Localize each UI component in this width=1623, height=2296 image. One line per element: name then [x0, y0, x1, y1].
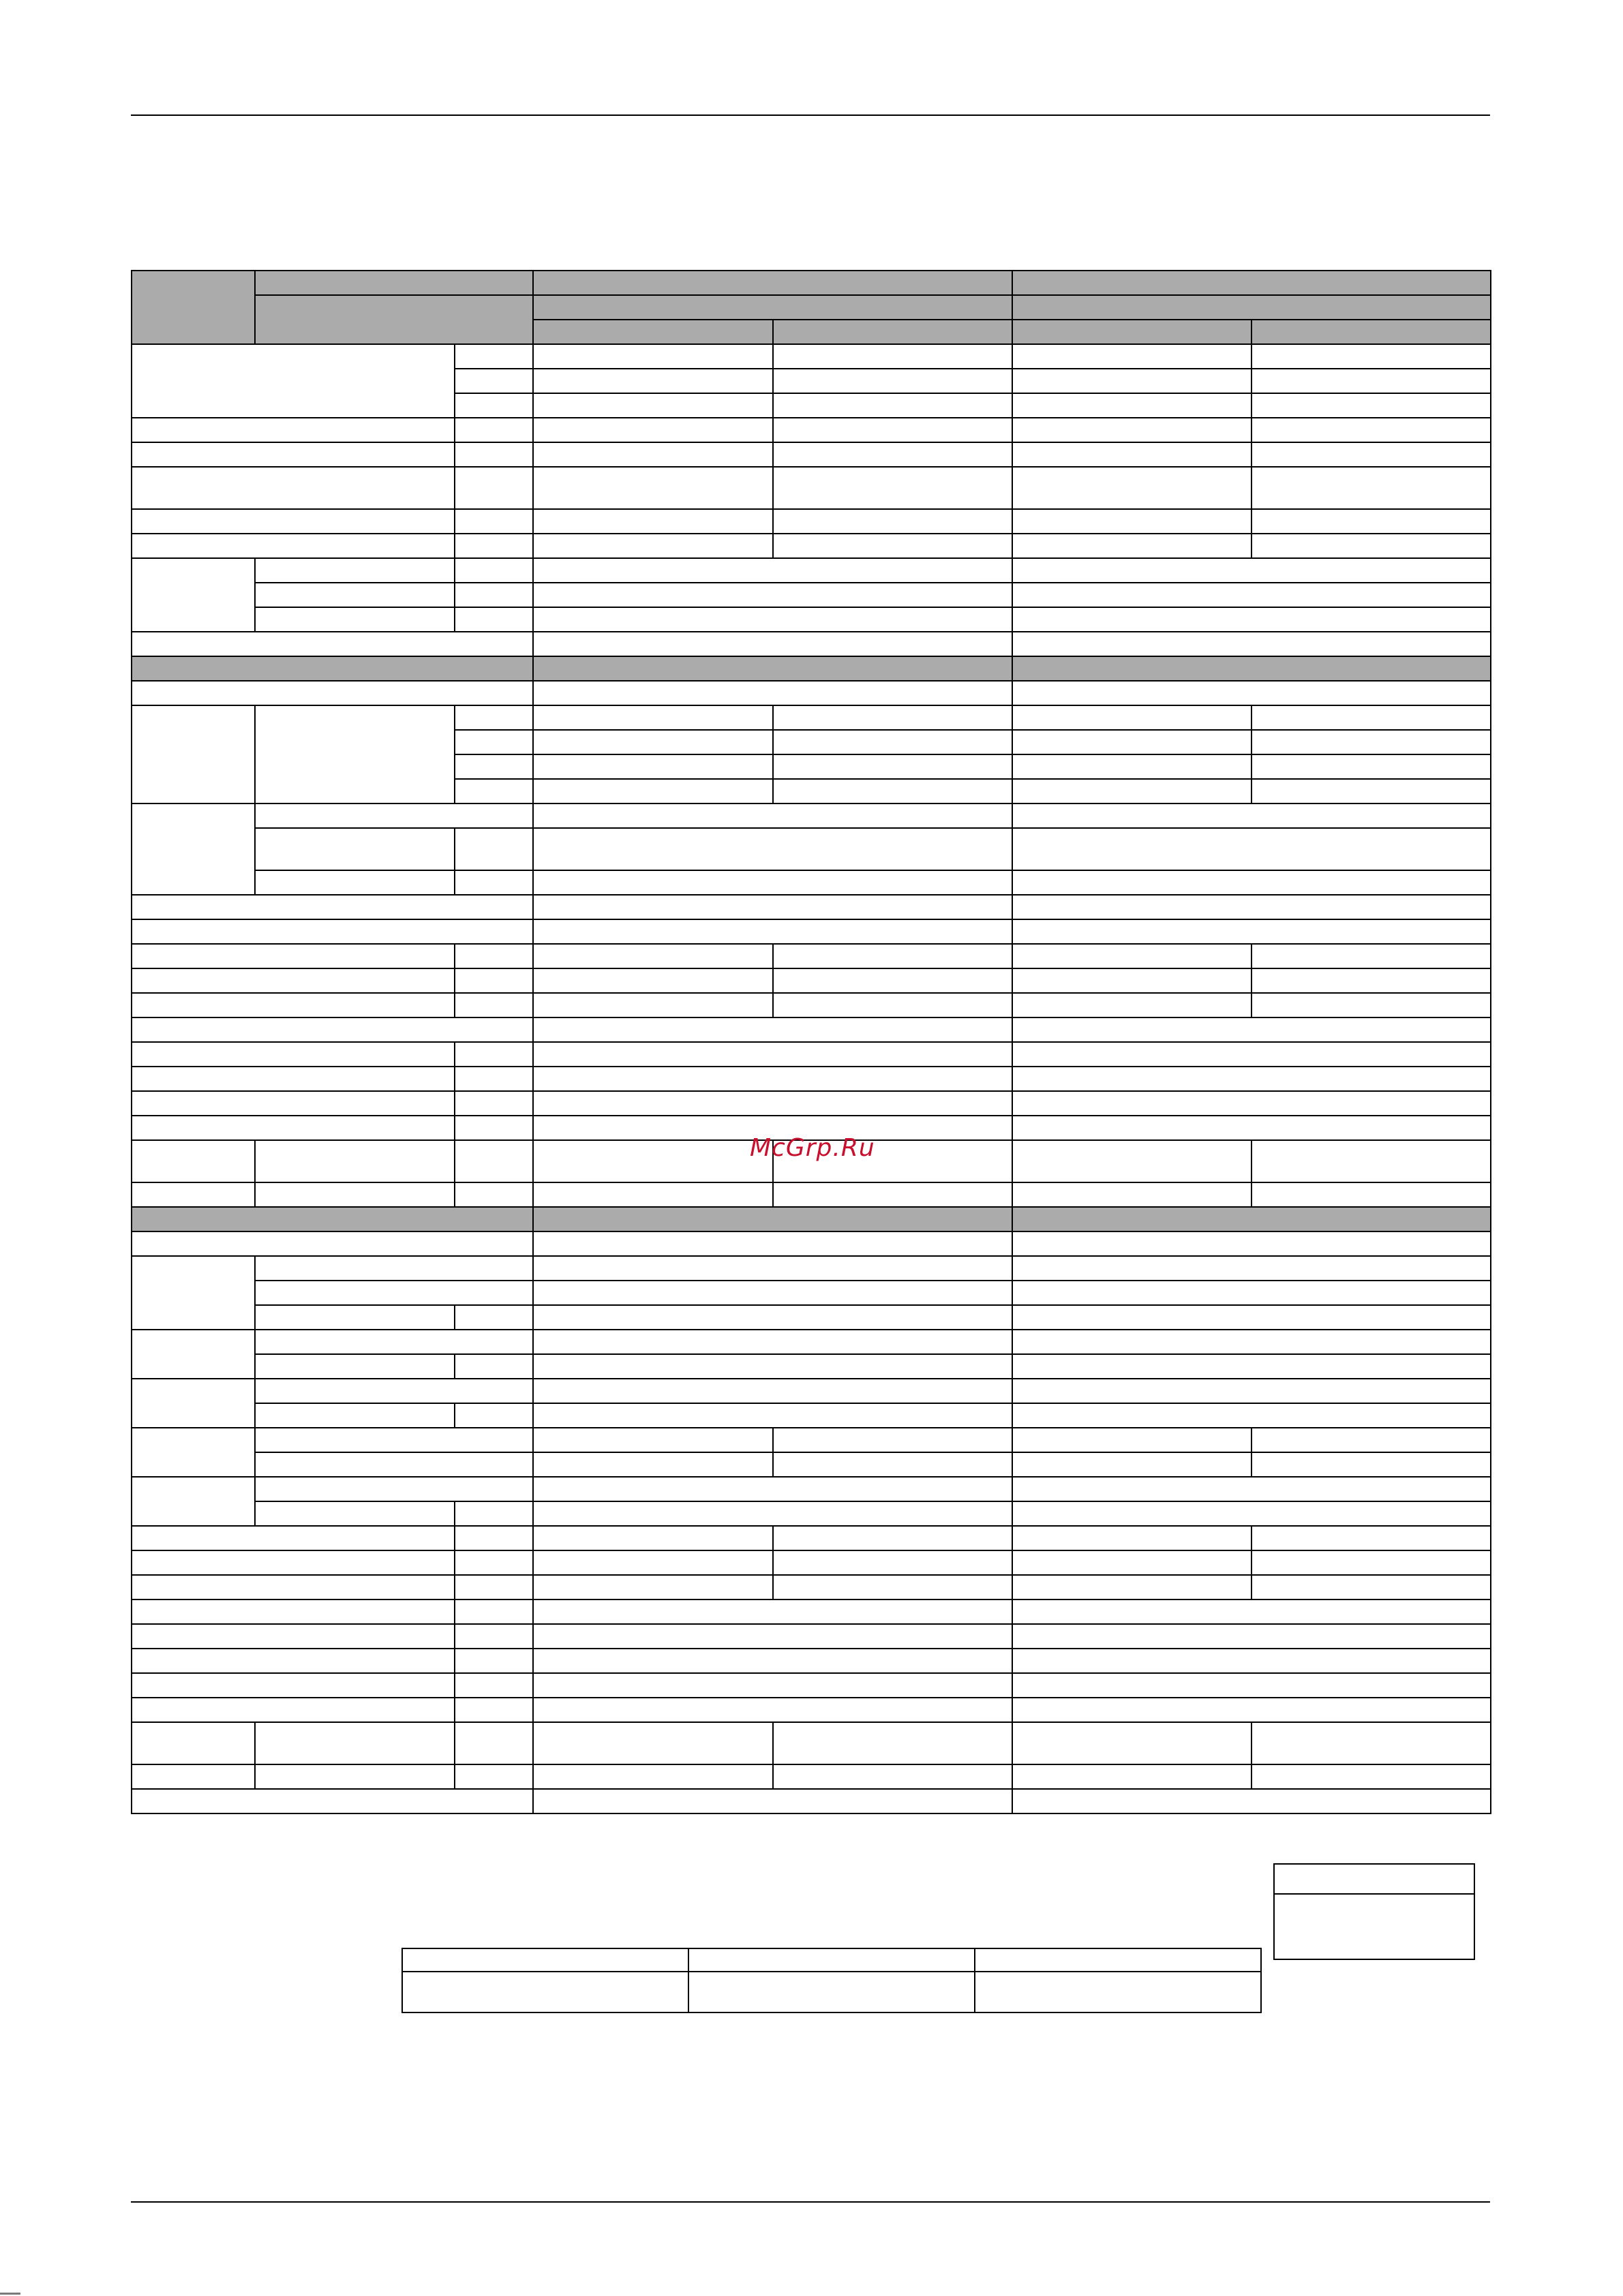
table-cell	[132, 467, 455, 509]
table-cell	[255, 583, 455, 607]
bottom-rule	[131, 2201, 1490, 2203]
table-cell	[455, 705, 533, 730]
table-cell	[255, 1256, 533, 1281]
table-cell	[255, 705, 455, 803]
table-cell	[1012, 1182, 1252, 1207]
table-cell	[1012, 1305, 1491, 1330]
table-cell	[1252, 993, 1491, 1017]
table-cell	[455, 534, 533, 558]
table-cell	[773, 1722, 1012, 1764]
table-cell	[1012, 632, 1491, 656]
table-cell	[533, 1698, 1012, 1722]
table-cell	[132, 1140, 255, 1182]
table-cell	[533, 968, 773, 993]
table-cell	[455, 779, 533, 803]
table-cell	[455, 993, 533, 1017]
table-cell	[255, 558, 455, 583]
table-cell	[455, 1764, 533, 1789]
table-cell	[533, 1067, 1012, 1091]
table-cell	[1012, 1575, 1252, 1599]
table-cell	[1252, 442, 1491, 467]
table-cell	[533, 1403, 1012, 1428]
table-cell	[1012, 442, 1252, 467]
table-cell	[1012, 1042, 1491, 1067]
table-cell	[132, 509, 455, 534]
table-cell	[533, 1722, 773, 1764]
table-cell	[132, 1182, 255, 1207]
table-cell	[533, 1477, 1012, 1501]
table-cell	[1012, 1379, 1491, 1403]
table-cell	[533, 1575, 773, 1599]
watermark: McGrp.Ru	[750, 1134, 875, 1162]
table-cell	[1012, 607, 1491, 632]
table-cell	[1012, 944, 1252, 968]
table-cell	[132, 442, 455, 467]
table-cell	[1012, 705, 1252, 730]
table-cell	[1012, 1354, 1491, 1379]
table-cell	[533, 1624, 1012, 1649]
table-cell	[455, 1599, 533, 1624]
table-cell	[455, 344, 533, 369]
table-cell	[1012, 754, 1252, 779]
table-cell	[455, 1722, 533, 1764]
table-cell	[773, 944, 1012, 968]
table-cell	[1012, 1231, 1491, 1256]
table-cell	[1012, 1330, 1491, 1354]
table-cell	[1012, 1116, 1491, 1140]
table-cell	[455, 1140, 533, 1182]
header-cell	[533, 271, 1012, 295]
table-cell	[533, 705, 773, 730]
table-cell	[255, 1477, 533, 1501]
table-cell	[255, 870, 455, 895]
note-box-body	[1274, 1894, 1474, 1959]
table-cell	[455, 1116, 533, 1140]
table-cell	[1012, 993, 1252, 1017]
table-cell	[132, 1698, 455, 1722]
table-cell	[1012, 1698, 1491, 1722]
table-cell	[773, 534, 1012, 558]
table-cell	[1012, 1256, 1491, 1281]
table-cell	[132, 1477, 255, 1526]
table-cell	[1012, 1789, 1491, 1813]
table-cell	[132, 1116, 455, 1140]
table-cell	[975, 1948, 1261, 1972]
table-cell	[533, 632, 1012, 656]
table-cell	[1012, 534, 1252, 558]
table-cell	[533, 1526, 773, 1550]
table-cell	[533, 1764, 773, 1789]
table-cell	[773, 1452, 1012, 1477]
table-cell	[132, 344, 455, 418]
table-cell	[533, 1428, 773, 1452]
table-cell	[255, 1403, 455, 1428]
table-cell	[1012, 870, 1491, 895]
table-cell	[455, 393, 533, 418]
table-cell	[533, 828, 1012, 870]
table-cell	[455, 1403, 533, 1428]
table-cell	[132, 1067, 455, 1091]
table-cell	[132, 705, 255, 803]
table-cell	[533, 1231, 1012, 1256]
section-band	[132, 1207, 533, 1231]
specification-table	[131, 270, 1491, 1814]
table-cell	[533, 944, 773, 968]
table-cell	[132, 1673, 455, 1698]
table-cell	[455, 418, 533, 442]
table-cell	[773, 1764, 1012, 1789]
table-cell	[132, 1550, 455, 1575]
table-cell	[533, 919, 1012, 944]
section-band	[1012, 1207, 1491, 1231]
table-cell	[132, 1624, 455, 1649]
table-cell	[1012, 919, 1491, 944]
table-cell	[402, 1948, 688, 1972]
table-cell	[533, 1550, 773, 1575]
table-cell	[1012, 1550, 1252, 1575]
table-cell	[1012, 1722, 1252, 1764]
table-cell	[255, 1330, 533, 1354]
table-cell	[1012, 1649, 1491, 1673]
table-cell	[455, 870, 533, 895]
table-cell	[255, 1379, 533, 1403]
table-cell	[773, 1526, 1012, 1550]
table-cell	[533, 1281, 1012, 1305]
table-cell	[533, 607, 1012, 632]
table-cell	[132, 1428, 255, 1477]
table-cell	[255, 828, 455, 870]
table-cell	[132, 1379, 255, 1428]
table-cell	[132, 1231, 533, 1256]
table-cell	[1252, 754, 1491, 779]
table-cell	[533, 1354, 1012, 1379]
table-cell	[773, 344, 1012, 369]
table-cell	[132, 1091, 455, 1116]
table-cell	[1012, 393, 1252, 418]
table-cell	[1252, 1722, 1491, 1764]
table-cell	[1012, 558, 1491, 583]
table-cell	[255, 1452, 533, 1477]
table-cell	[132, 1330, 255, 1379]
table-cell	[533, 803, 1012, 828]
table-cell	[533, 1599, 1012, 1624]
table-cell	[455, 730, 533, 754]
corner-mark	[0, 2293, 20, 2295]
table-cell	[1012, 1673, 1491, 1698]
table-cell	[1252, 1550, 1491, 1575]
table-cell	[533, 467, 773, 509]
table-cell	[455, 607, 533, 632]
table-cell	[1012, 418, 1252, 442]
header-cell	[255, 295, 533, 344]
table-cell	[688, 1948, 975, 1972]
table-cell	[255, 1764, 455, 1789]
table-cell	[533, 1673, 1012, 1698]
table-cell	[255, 1501, 455, 1526]
table-cell	[455, 754, 533, 779]
table-cell	[773, 509, 1012, 534]
table-cell	[533, 1501, 1012, 1526]
table-cell	[132, 895, 533, 919]
section-band	[533, 656, 1012, 681]
table-cell	[1012, 895, 1491, 919]
table-cell	[455, 509, 533, 534]
table-cell	[455, 442, 533, 467]
table-cell	[773, 993, 1012, 1017]
table-cell	[533, 1017, 1012, 1042]
table-cell	[533, 1256, 1012, 1281]
table-cell	[132, 993, 455, 1017]
table-cell	[455, 968, 533, 993]
table-cell	[1012, 1403, 1491, 1428]
table-cell	[1012, 828, 1491, 870]
table-cell	[1012, 1599, 1491, 1624]
table-cell	[533, 730, 773, 754]
table-cell	[255, 1722, 455, 1764]
table-cell	[533, 681, 1012, 705]
table-cell	[1012, 1501, 1491, 1526]
table-cell	[132, 1526, 455, 1550]
table-cell	[132, 1599, 455, 1624]
table-cell	[132, 681, 533, 705]
table-cell	[1252, 1140, 1491, 1182]
table-cell	[255, 803, 533, 828]
table-cell	[533, 534, 773, 558]
table-cell	[255, 1354, 455, 1379]
table-cell	[773, 968, 1012, 993]
table-cell	[1012, 1477, 1491, 1501]
table-cell	[533, 779, 773, 803]
table-cell	[773, 1575, 1012, 1599]
table-cell	[533, 1452, 773, 1477]
table-cell	[533, 442, 773, 467]
table-cell	[132, 968, 455, 993]
header-cell	[1012, 320, 1252, 344]
table-cell	[773, 369, 1012, 393]
table-cell	[533, 418, 773, 442]
table-cell	[1012, 1067, 1491, 1091]
header-cell	[1012, 271, 1491, 295]
top-rule	[131, 114, 1490, 116]
table-cell	[773, 393, 1012, 418]
table-cell	[1012, 467, 1252, 509]
table-cell	[1252, 467, 1491, 509]
table-cell	[132, 1789, 533, 1813]
bottom-table	[401, 1948, 1262, 2013]
table-cell	[1012, 509, 1252, 534]
table-cell	[455, 1501, 533, 1526]
table-cell	[132, 944, 455, 968]
table-cell	[132, 558, 255, 632]
table-cell	[1252, 779, 1491, 803]
table-cell	[1012, 1017, 1491, 1042]
table-cell	[533, 1789, 1012, 1813]
table-cell	[533, 393, 773, 418]
table-cell	[1012, 803, 1491, 828]
table-cell	[402, 1972, 688, 2012]
header-cell	[1252, 320, 1491, 344]
table-cell	[455, 828, 533, 870]
table-cell	[533, 895, 1012, 919]
table-cell	[132, 1042, 455, 1067]
table-cell	[132, 1722, 255, 1764]
table-cell	[533, 509, 773, 534]
header-cell	[533, 320, 773, 344]
table-cell	[1012, 968, 1252, 993]
table-cell	[455, 1673, 533, 1698]
table-cell	[455, 1575, 533, 1599]
header-cell	[255, 271, 533, 295]
table-cell	[773, 467, 1012, 509]
table-cell	[132, 418, 455, 442]
table-cell	[455, 583, 533, 607]
table-cell	[1252, 418, 1491, 442]
table-cell	[455, 1182, 533, 1207]
table-cell	[1252, 968, 1491, 993]
section-band	[132, 656, 533, 681]
table-cell	[455, 1526, 533, 1550]
table-cell	[533, 369, 773, 393]
table-cell	[455, 1305, 533, 1330]
table-cell	[255, 1140, 455, 1182]
table-cell	[773, 1550, 1012, 1575]
table-cell	[132, 1649, 455, 1673]
section-band	[533, 1207, 1012, 1231]
table-cell	[455, 558, 533, 583]
table-cell	[455, 369, 533, 393]
table-cell	[1012, 1091, 1491, 1116]
section-band	[1012, 656, 1491, 681]
table-cell	[533, 754, 773, 779]
table-cell	[1252, 1526, 1491, 1550]
table-cell	[1252, 705, 1491, 730]
table-cell	[1012, 730, 1252, 754]
table-cell	[1252, 730, 1491, 754]
table-cell	[132, 632, 533, 656]
table-cell	[1252, 1452, 1491, 1477]
header-cell	[533, 295, 1012, 320]
table-cell	[1012, 344, 1252, 369]
table-cell	[132, 534, 455, 558]
table-cell	[1252, 393, 1491, 418]
table-cell	[773, 705, 1012, 730]
note-box-header	[1274, 1864, 1474, 1894]
table-cell	[455, 1649, 533, 1673]
table-cell	[132, 1017, 533, 1042]
table-cell	[533, 558, 1012, 583]
table-cell	[773, 754, 1012, 779]
table-cell	[533, 1379, 1012, 1403]
header-cell	[773, 320, 1012, 344]
table-cell	[455, 467, 533, 509]
table-cell	[1252, 509, 1491, 534]
table-cell	[533, 1091, 1012, 1116]
table-cell	[533, 1330, 1012, 1354]
table-cell	[455, 1091, 533, 1116]
table-cell	[1252, 534, 1491, 558]
table-cell	[533, 870, 1012, 895]
table-cell	[1252, 1575, 1491, 1599]
table-cell	[455, 1550, 533, 1575]
table-cell	[1252, 1428, 1491, 1452]
table-cell	[533, 1140, 773, 1182]
table-cell	[533, 1182, 773, 1207]
table-cell	[975, 1972, 1261, 2012]
table-cell	[1012, 1452, 1252, 1477]
table-cell	[533, 993, 773, 1017]
table-cell	[255, 1428, 533, 1452]
table-cell	[773, 779, 1012, 803]
table-cell	[455, 1067, 533, 1091]
table-corner-cell	[132, 271, 255, 344]
note-box	[1273, 1863, 1475, 1960]
table-cell	[255, 1182, 455, 1207]
table-cell	[255, 607, 455, 632]
table-cell	[1012, 1764, 1252, 1789]
table-cell	[455, 1624, 533, 1649]
table-cell	[1012, 583, 1491, 607]
table-cell	[773, 418, 1012, 442]
table-cell	[455, 1042, 533, 1067]
header-cell	[1012, 295, 1491, 320]
table-cell	[773, 730, 1012, 754]
table-cell	[1252, 1182, 1491, 1207]
table-cell	[1252, 369, 1491, 393]
table-cell	[1252, 1764, 1491, 1789]
table-cell	[1012, 369, 1252, 393]
table-cell	[773, 1428, 1012, 1452]
table-cell	[533, 583, 1012, 607]
table-cell	[533, 1305, 1012, 1330]
table-cell	[132, 1256, 255, 1330]
table-cell	[1012, 779, 1252, 803]
table-cell	[1012, 1281, 1491, 1305]
table-cell	[533, 1042, 1012, 1067]
table-cell	[1012, 1624, 1491, 1649]
table-cell	[455, 944, 533, 968]
table-cell	[132, 1764, 255, 1789]
table-cell	[773, 442, 1012, 467]
table-cell	[132, 803, 255, 895]
table-cell	[533, 344, 773, 369]
table-cell	[255, 1281, 533, 1305]
table-cell	[773, 1182, 1012, 1207]
table-cell	[1012, 1140, 1252, 1182]
table-cell	[255, 1305, 455, 1330]
table-cell	[533, 1649, 1012, 1673]
table-cell	[1012, 681, 1491, 705]
table-cell	[455, 1354, 533, 1379]
table-cell	[455, 1698, 533, 1722]
table-cell	[132, 1575, 455, 1599]
table-cell	[688, 1972, 975, 2012]
table-cell	[1252, 944, 1491, 968]
table-cell	[1012, 1526, 1252, 1550]
table-cell	[1252, 344, 1491, 369]
table-cell	[1012, 1428, 1252, 1452]
table-cell	[132, 919, 533, 944]
